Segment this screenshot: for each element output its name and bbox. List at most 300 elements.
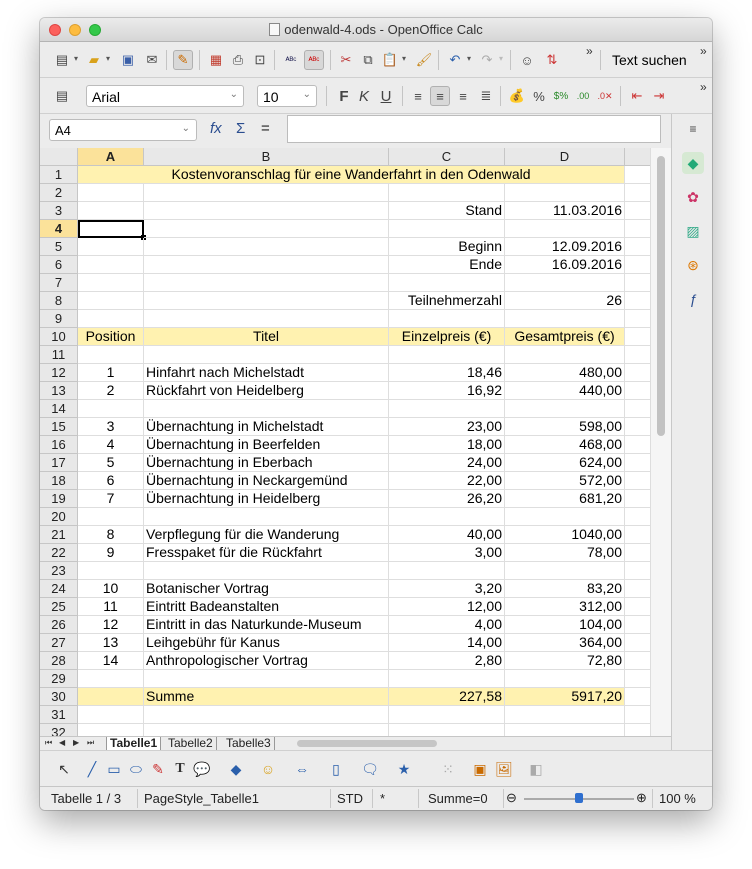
cell-c9[interactable] (389, 310, 505, 328)
cell-b20[interactable] (144, 508, 389, 526)
cell-a29[interactable] (78, 670, 144, 688)
cell-c17[interactable]: 24,00 (389, 454, 505, 472)
grid-cell[interactable] (625, 580, 650, 598)
cell-c16[interactable]: 18,00 (389, 436, 505, 454)
cell-b10[interactable]: Titel (144, 328, 389, 346)
cell-a16[interactable]: 4 (78, 436, 144, 454)
window-title (40, 22, 712, 37)
cell-a19[interactable]: 7 (78, 490, 144, 508)
cell-d10[interactable]: Gesamtpreis (€) (505, 328, 625, 346)
styles-icon[interactable]: ▤ (55, 88, 69, 103)
row-header[interactable]: 23 (40, 562, 78, 580)
cell-b21[interactable]: Verpflegung für die Wanderung (144, 526, 389, 544)
zoom-level[interactable]: 100 % (659, 791, 696, 806)
align-left-icon[interactable]: ≡ (414, 88, 422, 104)
column-header-d[interactable]: D (505, 148, 625, 166)
drawing-toolbar (40, 750, 712, 786)
cell-d14[interactable] (505, 400, 625, 418)
cell-d32[interactable] (505, 724, 625, 736)
grid-cell[interactable] (625, 544, 650, 562)
function-equals-icon[interactable]: = (261, 120, 270, 137)
zoom-out-icon[interactable]: ⊖ (506, 790, 517, 805)
currency-format-icon[interactable]: 💰 (508, 88, 526, 103)
cell-b9[interactable] (144, 310, 389, 328)
grid-cell[interactable] (625, 508, 650, 526)
row-header[interactable]: 21 (40, 526, 78, 544)
copy-icon[interactable]: ⧉ (363, 52, 373, 67)
cell-d20[interactable] (505, 508, 625, 526)
select-all-corner[interactable] (40, 148, 78, 166)
percent-format-button[interactable]: % (533, 88, 545, 104)
grid-cell[interactable] (625, 526, 650, 544)
cell-b6[interactable] (144, 256, 389, 274)
row-header[interactable]: 17 (40, 454, 78, 472)
column-header-b[interactable]: B (144, 148, 389, 166)
grid-cell[interactable] (625, 472, 650, 490)
cell-a26[interactable]: 12 (78, 616, 144, 634)
grid-cell[interactable] (625, 490, 650, 508)
cell-a10[interactable]: Position (78, 328, 144, 346)
email-icon[interactable]: ✉ (146, 52, 158, 67)
callout-icon[interactable]: 💬 (193, 760, 211, 777)
gallery-icon[interactable]: ▨ (686, 222, 700, 239)
cell-a27[interactable]: 13 (78, 634, 144, 652)
cell-c2[interactable] (389, 184, 505, 202)
points-icon[interactable]: ⁙ (442, 760, 454, 777)
extrusion-icon[interactable]: ◧ (529, 760, 543, 777)
cell-c28[interactable]: 2,80 (389, 652, 505, 670)
status-bar (40, 786, 712, 810)
document-icon (269, 23, 280, 36)
cell-d13[interactable]: 440,00 (505, 382, 625, 400)
font-name-value: Arial (92, 89, 121, 105)
row-header[interactable]: 4 (40, 220, 78, 238)
cell-a9[interactable] (78, 310, 144, 328)
sheet-tab-1[interactable]: Tabelle1 (106, 737, 161, 750)
cell-c13[interactable]: 16,92 (389, 382, 505, 400)
row-header[interactable]: 9 (40, 310, 78, 328)
zoom-in-icon[interactable]: ⊕ (636, 790, 647, 805)
decrease-indent-icon[interactable]: ⇤ (631, 88, 643, 103)
grid-cell[interactable] (625, 436, 650, 454)
cell-a28[interactable]: 14 (78, 652, 144, 670)
increase-indent-icon[interactable]: ⇥ (653, 88, 665, 103)
font-size-box[interactable] (257, 85, 317, 107)
title-bar (40, 18, 712, 42)
row-header[interactable]: 8 (40, 292, 78, 310)
grid-cell[interactable] (625, 400, 650, 418)
name-box[interactable] (49, 119, 197, 141)
cell-d7[interactable] (505, 274, 625, 292)
grid-cell[interactable] (625, 418, 650, 436)
grid-cell[interactable] (625, 346, 650, 364)
redo-icon[interactable]: ↷ (481, 52, 493, 67)
grid-cell[interactable] (625, 598, 650, 616)
cell-b19[interactable]: Übernachtung in Heidelberg (144, 490, 389, 508)
row-header[interactable]: 28 (40, 652, 78, 670)
find-overflow-icon[interactable]: » (700, 44, 707, 58)
selection-mode-indicator[interactable]: STD (337, 791, 363, 806)
grid-cell[interactable] (625, 274, 650, 292)
align-right-icon[interactable]: ≡ (459, 88, 467, 104)
chevron-down-icon: ⌄ (181, 123, 190, 134)
cell-b22[interactable]: Fresspaket für die Rückfahrt (144, 544, 389, 562)
cell-a11[interactable] (78, 346, 144, 364)
export-pdf-icon[interactable]: ▦ (209, 52, 223, 67)
flowchart-icon[interactable]: ▯ (332, 760, 340, 777)
rectangle-icon[interactable]: ▭ (107, 760, 121, 777)
functions-icon[interactable]: ƒ (689, 291, 697, 307)
grid-cell[interactable] (625, 382, 650, 400)
title-cell[interactable]: Kostenvoranschlag für eine Wanderfahrt in den Odenwald (78, 166, 625, 184)
page-preview-icon[interactable]: ⊡ (254, 52, 266, 67)
delete-decimal-icon[interactable]: .0✕ (597, 90, 613, 101)
cell-b8[interactable] (144, 292, 389, 310)
cell-c8[interactable]: Teilnehmerzahl (389, 292, 505, 310)
cell-a20[interactable] (78, 508, 144, 526)
last-sheet-icon[interactable]: ⏭ (87, 738, 95, 747)
column-header-c[interactable]: C (389, 148, 505, 166)
grid-cell[interactable] (625, 454, 650, 472)
row-header[interactable]: 11 (40, 346, 78, 364)
symbol-shapes-icon[interactable]: ☺ (260, 761, 276, 777)
row-header[interactable]: 24 (40, 580, 78, 598)
cell-a23[interactable] (78, 562, 144, 580)
styles-formatting-icon[interactable]: ✿ (687, 188, 699, 205)
paste-dropdown-icon[interactable]: ▾ (402, 54, 407, 63)
cell-d30[interactable]: 5917,20 (505, 688, 625, 706)
grid-cell[interactable] (625, 616, 650, 634)
cell-d12[interactable]: 480,00 (505, 364, 625, 382)
row-header[interactable]: 3 (40, 202, 78, 220)
row-header[interactable]: 19 (40, 490, 78, 508)
grid-cell[interactable] (625, 688, 650, 706)
sheet-tab-3[interactable]: Tabelle3 (223, 737, 275, 750)
cell-d9[interactable] (505, 310, 625, 328)
window-title-text: odenwald-4.ods - OpenOffice Calc (284, 22, 483, 37)
grid-cell[interactable] (625, 184, 650, 202)
grid-cell[interactable] (625, 292, 650, 310)
justify-icon[interactable]: ≣ (480, 88, 492, 103)
align-center-icon[interactable]: ≡ (430, 86, 450, 106)
open-dropdown-icon[interactable]: ▾ (106, 54, 111, 63)
prev-sheet-icon[interactable]: ◀ (59, 738, 66, 747)
cell-b16[interactable]: Übernachtung in Beerfelden (144, 436, 389, 454)
row-header[interactable]: 31 (40, 706, 78, 724)
row-header[interactable]: 29 (40, 670, 78, 688)
cell-d18[interactable]: 572,00 (505, 472, 625, 490)
cell-a22[interactable]: 9 (78, 544, 144, 562)
cell-d21[interactable]: 1040,00 (505, 526, 625, 544)
cell-b15[interactable]: Übernachtung in Michelstadt (144, 418, 389, 436)
cell-c3[interactable]: Stand (389, 202, 505, 220)
cell-a21[interactable]: 8 (78, 526, 144, 544)
cell-b7[interactable] (144, 274, 389, 292)
vertical-scroll-thumb[interactable] (657, 156, 665, 436)
vertical-scrollbar[interactable] (650, 148, 671, 736)
cell-d2[interactable] (505, 184, 625, 202)
cut-icon[interactable]: ✂ (340, 52, 352, 67)
cell-d25[interactable]: 312,00 (505, 598, 625, 616)
line-icon[interactable]: ╱ (87, 760, 97, 777)
cell-b12[interactable]: Hinfahrt nach Michelstadt (144, 364, 389, 382)
navigator-icon[interactable]: ☺ (520, 52, 534, 68)
cell-b5[interactable] (144, 238, 389, 256)
first-sheet-icon[interactable]: ⏮ (45, 738, 53, 747)
toolbar1-overflow-icon[interactable]: » (586, 44, 593, 58)
cell-c15[interactable]: 23,00 (389, 418, 505, 436)
cell-d17[interactable]: 624,00 (505, 454, 625, 472)
sidebar-menu-icon[interactable]: ≡ (689, 122, 697, 136)
horizontal-scroll-thumb[interactable] (297, 740, 437, 747)
cell-d28[interactable]: 72,80 (505, 652, 625, 670)
cell-d26[interactable]: 104,00 (505, 616, 625, 634)
save-icon[interactable]: ▣ (121, 52, 135, 67)
font-name-box[interactable] (86, 85, 244, 107)
cell-b17[interactable]: Übernachtung in Eberbach (144, 454, 389, 472)
cell-d27[interactable]: 364,00 (505, 634, 625, 652)
app-window (40, 18, 712, 810)
cell-c14[interactable] (389, 400, 505, 418)
print-icon[interactable]: ⎙ (232, 52, 244, 67)
row-header[interactable]: 27 (40, 634, 78, 652)
cell-b2[interactable] (144, 184, 389, 202)
cell-c31[interactable] (389, 706, 505, 724)
fontwork-icon[interactable]: ▣ (473, 760, 487, 777)
grid-cell[interactable] (625, 706, 650, 724)
spreadsheet-grid[interactable] (40, 148, 650, 736)
row-header[interactable]: 12 (40, 364, 78, 382)
cell-c25[interactable]: 12,00 (389, 598, 505, 616)
cell-c22[interactable]: 3,00 (389, 544, 505, 562)
cell-c30[interactable]: 227,58 (389, 688, 505, 706)
cell-c6[interactable]: Ende (389, 256, 505, 274)
cell-c32[interactable] (389, 724, 505, 736)
underline-button[interactable]: U (380, 87, 392, 105)
paste-icon[interactable]: 📋 (381, 52, 399, 67)
cell-b28[interactable]: Anthropologischer Vortrag (144, 652, 389, 670)
grid-cell[interactable] (625, 634, 650, 652)
cell-b24[interactable]: Botanischer Vortrag (144, 580, 389, 598)
cell-d5[interactable]: 12.09.2016 (505, 238, 625, 256)
freeform-icon[interactable]: ✎ (152, 760, 164, 777)
cell-c29[interactable] (389, 670, 505, 688)
cell-a30[interactable] (78, 688, 144, 706)
row-header[interactable]: 6 (40, 256, 78, 274)
undo-icon[interactable]: ↶ (449, 52, 461, 67)
cell-d31[interactable] (505, 706, 625, 724)
cell-a3[interactable] (78, 202, 144, 220)
cell-c5[interactable]: Beginn (389, 238, 505, 256)
navigator-compass-icon[interactable]: ⊛ (687, 256, 699, 273)
cell-d6[interactable]: 16.09.2016 (505, 256, 625, 274)
row-header[interactable]: 14 (40, 400, 78, 418)
cell-d24[interactable]: 83,20 (505, 580, 625, 598)
cell-a14[interactable] (78, 400, 144, 418)
bold-button[interactable]: F (339, 87, 349, 105)
cell-b23[interactable] (144, 562, 389, 580)
grid-cell[interactable] (625, 310, 650, 328)
cell-a12[interactable]: 1 (78, 364, 144, 382)
cell-c11[interactable] (389, 346, 505, 364)
row-header[interactable]: 10 (40, 328, 78, 346)
row-header[interactable]: 15 (40, 418, 78, 436)
cell-b27[interactable]: Leihgebühr für Kanus (144, 634, 389, 652)
formula-input[interactable] (287, 115, 661, 143)
sort-ascending-icon[interactable]: ⇅ (546, 52, 558, 67)
cell-b13[interactable]: Rückfahrt von Heidelberg (144, 382, 389, 400)
cell-b18[interactable]: Übernachtung in Neckargemünd (144, 472, 389, 490)
chevron-down-icon: ⌄ (229, 89, 238, 100)
cell-c21[interactable]: 40,00 (389, 526, 505, 544)
cell-b3[interactable] (144, 202, 389, 220)
row-header[interactable]: 1 (40, 166, 78, 184)
cell-b32[interactable] (144, 724, 389, 736)
row-header[interactable]: 32 (40, 724, 78, 736)
cell-a32[interactable] (78, 724, 144, 736)
cell-b14[interactable] (144, 400, 389, 418)
select-arrow-icon[interactable]: ↖ (58, 760, 70, 777)
next-sheet-icon[interactable]: ▶ (73, 738, 80, 747)
cell-d22[interactable]: 78,00 (505, 544, 625, 562)
new-dropdown-icon[interactable]: ▾ (74, 54, 79, 63)
cell-a18[interactable]: 6 (78, 472, 144, 490)
cell-d16[interactable]: 468,00 (505, 436, 625, 454)
cell-d3[interactable]: 11.03.2016 (505, 202, 625, 220)
cell-b30[interactable]: Summe (144, 688, 389, 706)
grid-cell[interactable] (625, 670, 650, 688)
cell-b29[interactable] (144, 670, 389, 688)
grid-cell[interactable] (625, 724, 650, 736)
sum-indicator: Summe=0 (428, 791, 488, 806)
grid-cell[interactable] (625, 256, 650, 274)
grid-cell[interactable] (625, 328, 650, 346)
column-header-e[interactable] (625, 148, 650, 166)
cell-d4[interactable] (505, 220, 625, 238)
cell-c10[interactable]: Einzelpreis (€) (389, 328, 505, 346)
cell-d11[interactable] (505, 346, 625, 364)
row-header[interactable]: 18 (40, 472, 78, 490)
italic-button[interactable]: K (358, 87, 369, 105)
cell-c23[interactable] (389, 562, 505, 580)
cell-a24[interactable]: 10 (78, 580, 144, 598)
clone-formatting-icon[interactable]: 🖌 (415, 52, 433, 67)
row-header[interactable]: 25 (40, 598, 78, 616)
cell-b11[interactable] (144, 346, 389, 364)
cell-c26[interactable]: 4,00 (389, 616, 505, 634)
autospellcheck-icon[interactable]: ᴬᴮᶜ (304, 50, 324, 70)
find-text-label[interactable]: Text suchen (612, 52, 687, 68)
row-header[interactable]: 22 (40, 544, 78, 562)
cell-c24[interactable]: 3,20 (389, 580, 505, 598)
standard-format-icon[interactable]: $% (553, 90, 569, 102)
cell-b26[interactable]: Eintritt in das Naturkunde-Museum (144, 616, 389, 634)
cell-c7[interactable] (389, 274, 505, 292)
cell-a4[interactable] (78, 220, 144, 238)
cell-c19[interactable]: 26,20 (389, 490, 505, 508)
cell-d29[interactable] (505, 670, 625, 688)
cell-a8[interactable] (78, 292, 144, 310)
cell-d23[interactable] (505, 562, 625, 580)
cell-a6[interactable] (78, 256, 144, 274)
cell-a2[interactable] (78, 184, 144, 202)
grid-cell[interactable] (625, 220, 650, 238)
page-style-indicator[interactable]: PageStyle_Tabelle1 (144, 791, 259, 806)
cell-d8[interactable]: 26 (505, 292, 625, 310)
modified-indicator: * (380, 791, 386, 806)
cell-c18[interactable]: 22,00 (389, 472, 505, 490)
sidebar (671, 114, 712, 766)
cell-b25[interactable]: Eintritt Badeanstalten (144, 598, 389, 616)
zoom-slider-knob[interactable] (575, 793, 583, 803)
function-wizard-icon[interactable]: fx (210, 120, 222, 137)
grid-cell[interactable] (625, 562, 650, 580)
spellcheck-icon[interactable]: ᴬᴮᶜ (285, 55, 297, 65)
properties-icon[interactable]: ◆ (682, 152, 704, 174)
cell-a5[interactable] (78, 238, 144, 256)
sheet-tab-2[interactable]: Tabelle2 (165, 737, 217, 750)
undo-dropdown-icon[interactable]: ▾ (467, 54, 472, 63)
row-header[interactable]: 20 (40, 508, 78, 526)
cell-a7[interactable] (78, 274, 144, 292)
cell-a25[interactable]: 11 (78, 598, 144, 616)
cell-c12[interactable]: 18,46 (389, 364, 505, 382)
cell-c27[interactable]: 14,00 (389, 634, 505, 652)
edit-mode-icon[interactable]: ✎ (173, 50, 193, 70)
sheet-tab-bar (40, 736, 671, 750)
cell-a31[interactable] (78, 706, 144, 724)
new-document-icon[interactable]: ▤ (55, 52, 69, 67)
row-header[interactable]: 30 (40, 688, 78, 706)
basic-shapes-icon[interactable]: ◆ (230, 760, 242, 777)
ellipse-icon[interactable]: ⬭ (130, 760, 142, 777)
grid-cell[interactable] (625, 166, 650, 184)
add-decimal-icon[interactable]: .00 (576, 91, 590, 101)
cell-b4[interactable] (144, 220, 389, 238)
text-icon[interactable]: T (175, 761, 185, 776)
row-header[interactable]: 5 (40, 238, 78, 256)
stars-icon[interactable]: ★ (397, 760, 411, 777)
grid-cell[interactable] (625, 364, 650, 382)
grid-cell[interactable] (625, 238, 650, 256)
cell-c20[interactable] (389, 508, 505, 526)
standard-toolbar (40, 42, 712, 78)
cell-d19[interactable]: 681,20 (505, 490, 625, 508)
cell-a13[interactable]: 2 (78, 382, 144, 400)
from-file-icon[interactable]: 🖼 (495, 760, 513, 777)
cell-c4[interactable] (389, 220, 505, 238)
redo-dropdown-icon[interactable]: ▾ (499, 54, 504, 63)
grid-cell[interactable] (625, 202, 650, 220)
open-folder-icon[interactable]: ▰ (89, 52, 99, 67)
block-arrows-icon[interactable]: ⇔ (295, 761, 309, 777)
row-header[interactable]: 7 (40, 274, 78, 292)
cell-a17[interactable]: 5 (78, 454, 144, 472)
cell-b31[interactable] (144, 706, 389, 724)
row-header[interactable]: 16 (40, 436, 78, 454)
row-header[interactable]: 26 (40, 616, 78, 634)
row-header[interactable]: 13 (40, 382, 78, 400)
column-header-a[interactable]: A (78, 148, 144, 166)
cell-d15[interactable]: 598,00 (505, 418, 625, 436)
row-header[interactable]: 2 (40, 184, 78, 202)
cell-a15[interactable]: 3 (78, 418, 144, 436)
toolbar2-overflow-icon[interactable]: » (700, 80, 707, 94)
callouts-icon[interactable]: 🗨 (361, 760, 379, 777)
sum-icon[interactable]: Σ (236, 120, 246, 137)
formatting-toolbar (40, 78, 712, 114)
grid-cell[interactable] (625, 652, 650, 670)
